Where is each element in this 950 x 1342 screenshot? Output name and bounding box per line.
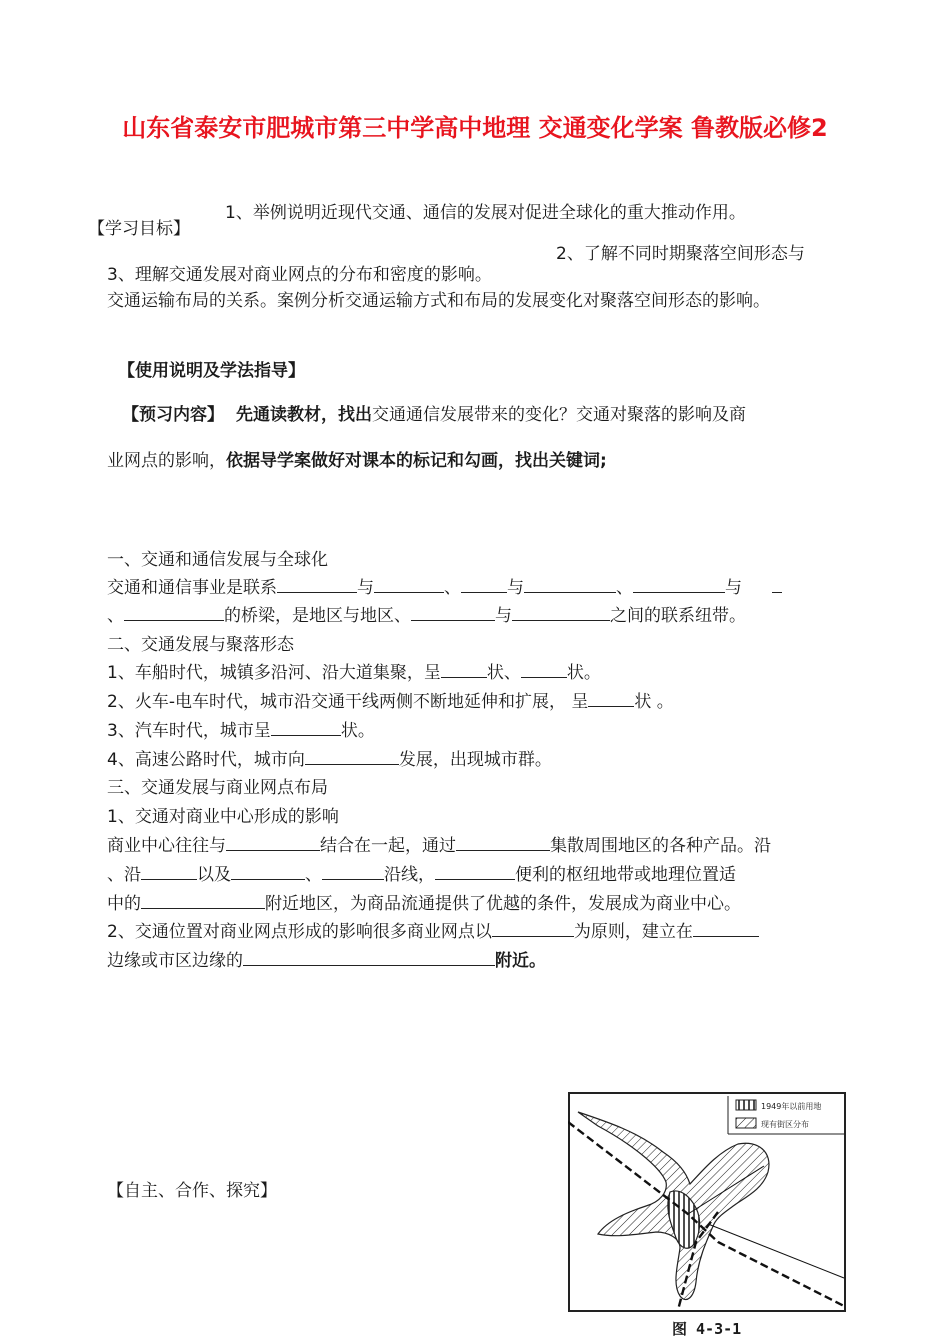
text: 与 xyxy=(725,578,742,598)
fill-blank[interactable] xyxy=(305,749,399,765)
text: 中的 xyxy=(107,894,141,914)
fill-blank[interactable] xyxy=(441,662,487,678)
text: 结合在一起，通过 xyxy=(320,836,456,856)
fill-blank[interactable] xyxy=(521,662,567,678)
text: 之间的联系纽带。 xyxy=(610,606,746,626)
text: 与 xyxy=(495,606,512,626)
section2-item1 xyxy=(107,662,601,684)
text: 状。 xyxy=(340,721,375,741)
text: 、 xyxy=(616,578,633,598)
fill-blank[interactable] xyxy=(141,864,197,880)
objectives-heading: 【学习目标】 xyxy=(88,219,190,239)
fill-blank[interactable] xyxy=(772,577,782,593)
fill-blank[interactable] xyxy=(512,605,610,621)
instructions-heading: 【使用说明及学法指导】 xyxy=(118,361,305,381)
section1-line1 xyxy=(107,577,782,599)
section3-sub1: 1、交通对商业中心形成的影响 xyxy=(107,807,339,827)
section3-heading: 三、交通发展与商业网点布局 xyxy=(107,778,328,798)
text: 、沿 xyxy=(107,865,141,885)
fill-blank[interactable] xyxy=(456,835,550,851)
page-title: 山东省泰安市肥城市第三中学高中地理 交通变化学案 鲁教版必修2 xyxy=(122,114,828,142)
text: 、 xyxy=(444,578,461,598)
text: 发展，出现城市群。 xyxy=(398,750,552,770)
section3-para-line5 xyxy=(107,950,546,972)
preview-label: 【预习内容】 xyxy=(122,405,224,425)
city-map-figure xyxy=(568,1092,846,1312)
section3-para-line3 xyxy=(107,893,741,915)
section2-item3 xyxy=(107,720,375,742)
legend-swatch-old xyxy=(736,1100,756,1110)
figure-caption: 图 4-3-1 xyxy=(672,1320,742,1338)
text: 、 xyxy=(107,606,124,626)
section3-para-line4 xyxy=(107,921,759,943)
fill-blank[interactable] xyxy=(588,691,634,707)
fill-blank[interactable] xyxy=(141,893,265,909)
text: 3、汽车时代，城市呈 xyxy=(107,721,271,741)
fill-blank[interactable] xyxy=(461,577,507,593)
fill-blank[interactable] xyxy=(435,864,515,880)
section3-para-line1 xyxy=(107,835,771,857)
preview-bold-2: 依据导学案做好对课本的标记和勾画，找出关键词; xyxy=(226,451,607,471)
section3-para-line2 xyxy=(107,864,736,886)
legend-current-label: 现有街区分布 xyxy=(761,1120,809,1129)
text: 状。 xyxy=(566,663,601,683)
text: 沿线， xyxy=(384,865,435,885)
objective-2-end: 交通运输布局的关系。案例分析交通运输方式和布局的发展变化对聚落空间形态的影响。 xyxy=(107,291,770,311)
fill-blank[interactable] xyxy=(693,921,759,937)
preview-paragraph-line1 xyxy=(122,404,746,426)
section1-line2 xyxy=(107,605,746,627)
objective-1: 1、举例说明近现代交通、通信的发展对促进全球化的重大推动作用。 xyxy=(225,203,746,223)
fill-blank[interactable] xyxy=(374,577,444,593)
section2-heading: 二、交通发展与聚落形态 xyxy=(107,635,294,655)
text: 4、高速公路时代，城市向 xyxy=(107,750,305,770)
legend-old-label: 1949年以前用地 xyxy=(761,1102,822,1111)
fill-blank[interactable] xyxy=(231,864,305,880)
fill-blank[interactable] xyxy=(633,577,725,593)
fill-blank[interactable] xyxy=(226,835,320,851)
text: 状、 xyxy=(486,663,521,683)
fill-blank[interactable] xyxy=(411,605,495,621)
objective-3: 3、理解交通发展对商业网点的分布和密度的影响。 xyxy=(107,265,492,285)
section2-item4 xyxy=(107,749,552,771)
explore-heading: 【自主、合作、探究】 xyxy=(107,1181,277,1201)
text: 边缘或市区边缘的 xyxy=(107,951,243,971)
text: 交通和通信事业是联系 xyxy=(107,578,277,598)
fill-blank[interactable] xyxy=(322,864,384,880)
text: 、 xyxy=(305,865,322,885)
fill-blank[interactable] xyxy=(243,950,495,966)
text: 集散周围地区的各种产品。沿 xyxy=(550,836,771,856)
text: 附近。 xyxy=(495,951,546,971)
text: 为原则，建立在 xyxy=(573,922,693,942)
section2-item2 xyxy=(107,691,674,713)
fill-blank[interactable] xyxy=(124,605,224,621)
fill-blank[interactable] xyxy=(271,720,341,736)
text: 与 xyxy=(357,578,374,598)
preview-bold-1: 先通读教材，找出 xyxy=(236,405,372,425)
preview-paragraph-line2 xyxy=(107,450,607,472)
fill-blank[interactable] xyxy=(277,577,357,593)
text: 1、车船时代，城镇多沿河、沿大道集聚，呈 xyxy=(107,663,441,683)
text: 状 。 xyxy=(634,692,674,712)
legend-swatch-current xyxy=(736,1118,756,1128)
objective-2-start: 2、了解不同时期聚落空间形态与 xyxy=(556,244,805,264)
fill-blank[interactable] xyxy=(524,577,616,593)
text: 2、火车-电车时代，城市沿交通干线两侧不断地延伸和扩展， 呈 xyxy=(107,692,589,712)
fill-blank[interactable] xyxy=(492,921,574,937)
text: 附近地区，为商品流通提供了优越的条件，发展成为商业中心。 xyxy=(265,894,741,914)
preview-text-2: 业网点的影响， xyxy=(107,451,226,471)
text: 商业中心往往与 xyxy=(107,836,226,856)
text: 便利的枢纽地带或地理位置适 xyxy=(515,865,736,885)
text: 的桥梁，是地区与地区、 xyxy=(224,606,411,626)
text: 与 xyxy=(507,578,524,598)
preview-text-1: 交通通信发展带来的变化？交通对聚落的影响及商 xyxy=(372,405,746,425)
text: 以及 xyxy=(197,865,231,885)
text: 2、交通位置对商业网点形成的影响很多商业网点以 xyxy=(107,922,492,942)
section1-heading: 一、交通和通信发展与全球化 xyxy=(107,550,328,570)
